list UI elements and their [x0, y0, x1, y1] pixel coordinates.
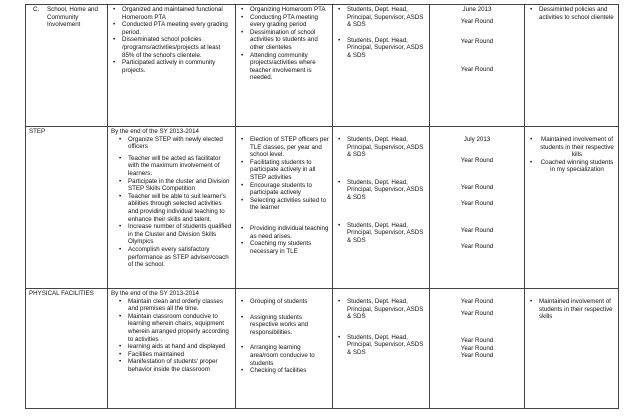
- persons-cell: [333, 289, 430, 409]
- time-value: Year Round: [460, 344, 494, 352]
- list-item: • Dessiminted policies and activities to school clientele: [528, 6, 615, 21]
- outcomes-cell: [525, 289, 619, 409]
- time-value: June 2013: [462, 6, 492, 13]
- time-value: Year Round: [460, 298, 494, 305]
- time-value: Year Round: [460, 184, 494, 192]
- list-item: • Conducted PTA meeting every grading period.: [111, 21, 232, 36]
- outcomes-cell: [525, 5, 619, 127]
- time-value: Year Round: [460, 352, 494, 360]
- list-item: • Grouping of students: [239, 298, 329, 306]
- list-item: • Facilitating students to participate actively in all STEP activities: [239, 159, 329, 182]
- area-name: PHYSICAL FACILITIES: [29, 290, 94, 297]
- list-item: • Teacher will be able to suit learner's abilities through selected activities and providing individual teaching to enhance their skills and talent.: [117, 193, 232, 223]
- list-item: • Increase number of students qualified in the Cluster and Division Skills Olympics: [117, 223, 232, 246]
- list-item: • Teacher will be acted as facilitator with the maximum involvement of learners.: [117, 155, 232, 178]
- area-cell: [26, 127, 108, 289]
- strategies-cell: [236, 289, 333, 409]
- time-value: Year Round: [460, 227, 494, 235]
- list-item: • Selecting activities suited to the learner: [239, 197, 329, 212]
- outcomes-cell: [525, 127, 619, 289]
- time-value: Year Round: [460, 65, 494, 73]
- list-item: • Assigning students respective works and responsibilities.: [239, 314, 329, 337]
- area-name: STEP: [29, 128, 46, 135]
- table-row: [26, 289, 619, 409]
- list-item: • Organizing Homeroom PTA: [239, 6, 329, 14]
- period-intro: By the end of the SY 2013-2014: [111, 290, 199, 297]
- list-item: • Checking of facilities: [239, 367, 329, 375]
- table-row: [26, 127, 619, 289]
- list-item: • Arranging learning area/room conducive to students: [239, 344, 329, 367]
- list-item: • Students, Dept. Head, Principal, Supervisor, ASDS & SDS: [336, 37, 426, 60]
- list-item: • Maintained involvement of students in their respective skills: [528, 298, 615, 321]
- period-intro: By the end of the SY 2013-2014: [111, 128, 199, 135]
- list-item: • Students, Dept. Head, Principal, Supervisor, ASDS & SDS: [336, 136, 426, 159]
- time-value: July 2013: [463, 136, 491, 143]
- list-item: • learning aids at hand and displayed: [117, 343, 232, 351]
- plan-page: [25, 4, 618, 409]
- list-item: • Maintain clean and orderly classes and premises all the time.: [117, 298, 232, 313]
- area-cell: [26, 289, 108, 409]
- list-item: • Participate in the cluster and Division STEP Skills Competition: [117, 178, 232, 193]
- list-item: • Students, Dept. Head, Principal, Supervisor, ASDS & SDS: [336, 334, 426, 357]
- list-item: • Dessimination of school activities to students and other clienteles: [239, 29, 329, 52]
- time-cell: [430, 289, 525, 409]
- list-item: • Accomplish every satisfactory performance as STEP adviser/coach of the school.: [117, 246, 232, 269]
- time-value: Year Round: [460, 337, 494, 345]
- strategies-cell: [236, 127, 333, 289]
- list-item: • Election of STEP officers per TLE classes, per year and school level.: [239, 136, 329, 159]
- list-item: • Conducting PTA meeting every grading period: [239, 14, 329, 29]
- time-value: Year Round: [460, 156, 494, 164]
- time-cell: [430, 5, 525, 127]
- activities-cell: [108, 5, 236, 127]
- list-item: • Encourage students to participate actively: [239, 182, 329, 197]
- list-item: • Facilities maintained: [117, 351, 232, 359]
- list-item: • Coaching my students necessary in TLE: [239, 240, 329, 255]
- time-value: Year Round: [460, 242, 494, 250]
- area-letter: C.: [33, 6, 40, 13]
- list-item: • Maintain classroom conducive to learning wherein chairs, equipment wherein arranged properly according to activities .: [117, 313, 232, 343]
- action-plan-table: [25, 4, 619, 409]
- list-item: • Students, Dept. Head, Principal, Supervisor, ASDS & SDS: [336, 6, 426, 29]
- list-item: • Students, Dept. Head, Principal, Supervisor, ASDS & SDS: [336, 298, 426, 321]
- list-item: • Organized and maintained functional Homeroom PTA: [111, 6, 232, 21]
- time-value: Year Round: [460, 17, 494, 25]
- list-item: • Providing individual teaching as need arises.: [239, 225, 329, 240]
- list-item: • Students, Dept. Head, Principal, Supervisor, ASDS & SDS: [336, 179, 426, 202]
- persons-cell: [333, 5, 430, 127]
- list-item: • Coached winning students in my specialization: [528, 159, 615, 174]
- list-item: • Organize STEP with newly elected officers: [117, 136, 232, 151]
- area-name: School, Home and Community Involvement: [47, 6, 98, 29]
- list-item: • Attending community projects/activities where teacher involvement is needed.: [239, 52, 329, 82]
- time-value: Year Round: [460, 38, 494, 46]
- list-item: • Participated actively in community projects.: [111, 59, 232, 74]
- time-value: Year Round: [460, 199, 494, 207]
- activities-cell: [108, 127, 236, 289]
- time-value: Year Round: [460, 309, 494, 317]
- list-item: • Disseminated school policies /programs/activities/projects at least 85% of the school's clientele.: [111, 36, 232, 59]
- table-row: [26, 5, 619, 127]
- persons-cell: [333, 127, 430, 289]
- list-item: • Manifestation of students' proper behavior inside the classroom: [117, 358, 232, 373]
- activities-cell: [108, 289, 236, 409]
- list-item: • Students, Dept. Head, Principal, Supervisor, ASDS & SDS: [336, 222, 426, 245]
- area-cell: [26, 5, 108, 127]
- strategies-cell: [236, 5, 333, 127]
- list-item: • Maintained involvement of students in their respective kills: [528, 136, 615, 159]
- time-cell: [430, 127, 525, 289]
